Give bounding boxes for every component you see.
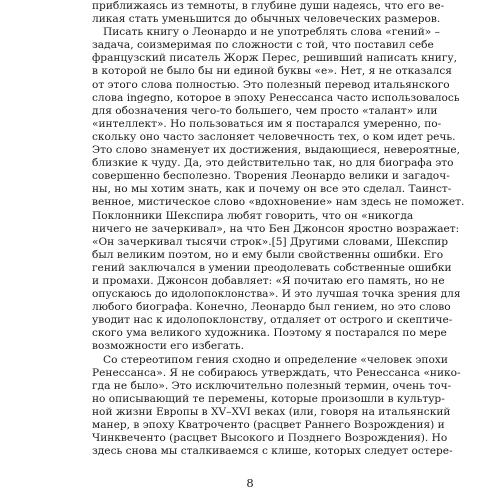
text-line: близкие к чуду. Да, это действительно так, но для биографа это: [92, 157, 454, 170]
text-line: французский писатель Жорж Перес, решивший написать книгу,: [92, 52, 457, 65]
text-line: ничего не зачеркивал», на что Бен Джонсон яростно возражает:: [92, 222, 460, 235]
body-text: [92, 0, 465, 458]
text-line: и промахи. Джонсон добавляет: «Я почитаю его память, но не: [92, 274, 445, 287]
text-line: был великим поэтом, но и ему были свойственны ошибки. Его: [92, 248, 444, 261]
text-line: от этого слова полностью. Это полезный перевод итальянского: [92, 78, 450, 91]
text-line: в которой не было бы ни единой буквы «е». Нет, я не отказался: [92, 65, 452, 78]
text-line: гда не было». Это исключительно полезный термин, очень точ-: [92, 379, 452, 392]
text-line: возможности его избегать.: [92, 340, 245, 353]
text-line: здесь снова мы сталкиваемся с клише, которых следует остере-: [92, 445, 453, 458]
text-line: «интеллект». Но пользоваться им я постарался умеренно, по-: [92, 117, 442, 130]
text-line: Поклонники Шекспира любят говорить, что он «никогда: [92, 209, 414, 222]
text-line: Со стереотипом гения сходно и определение «человек эпохи: [103, 353, 448, 366]
text-line: для обозначения чего-то большего, чем просто «талант» или: [92, 104, 438, 117]
text-line: Это слово знаменует их достижения, выдающиеся, невероятные,: [92, 144, 461, 157]
text-line: венное, мистическое слово «вдохновение» нам здесь не поможет.: [92, 196, 465, 209]
text-line: ной жизни Европы в XV–XVI веках (или, говоря на итальянский: [92, 405, 451, 418]
text-line: Ренессанса». Я не собираюсь утверждать, что Ренессанса «нико-: [92, 366, 461, 379]
text-line: гений заключался в умении преодолевать собственные ошибки: [92, 261, 452, 274]
text-line: приближаясь из темноты, в глубине души надеясь, что его ве-: [92, 0, 445, 12]
page-number: 8: [246, 476, 254, 490]
text-line: задача, соизмеримая по сложности с той, что поставил себе: [92, 39, 434, 52]
text-line: совершенно бесполезно. Творения Леонардо велики и загадоч-: [92, 170, 450, 183]
text-line: «Он зачеркивал тысячи строк».[5] Другими словами, Шекспир: [92, 235, 449, 248]
text-line: манер, в эпоху Кватроченто (расцвет Раннего Возрождения) и: [92, 419, 445, 431]
text-line: Писать книгу о Леонардо и не употреблять слова «гений» –: [103, 26, 440, 39]
text-line: слова ingegno, которое в эпоху Ренессанса часто использовалось: [92, 91, 460, 104]
text-line: Чинквеченто (расцвет Высокого и Позднего Возрождения). Но: [92, 432, 448, 445]
text-line: любого биографа. Конечно, Леонардо был гением, но это слово: [92, 301, 451, 314]
text-line: ского ума великого художника. Поэтому я постарался по мере: [92, 327, 447, 340]
text-line: но описывающий те перемены, которые произошли в культур-: [92, 392, 445, 405]
text-line: ликая стать уменьшится до обычных человеческих размеров.: [92, 13, 441, 26]
text-line: опускаюсь до идолопоклонства». И это лучшая точка зрения для: [92, 288, 461, 301]
text-line: ны, но мы хотим знать, как и почему он все это сделал. Таинст-: [92, 183, 452, 196]
text-line: уводит нас к идолопоклонству, отдаляет от острого и скептиче-: [92, 314, 453, 327]
text-line: скольку оно часто заслоняет человечность тех, о ком идет речь.: [92, 130, 456, 143]
